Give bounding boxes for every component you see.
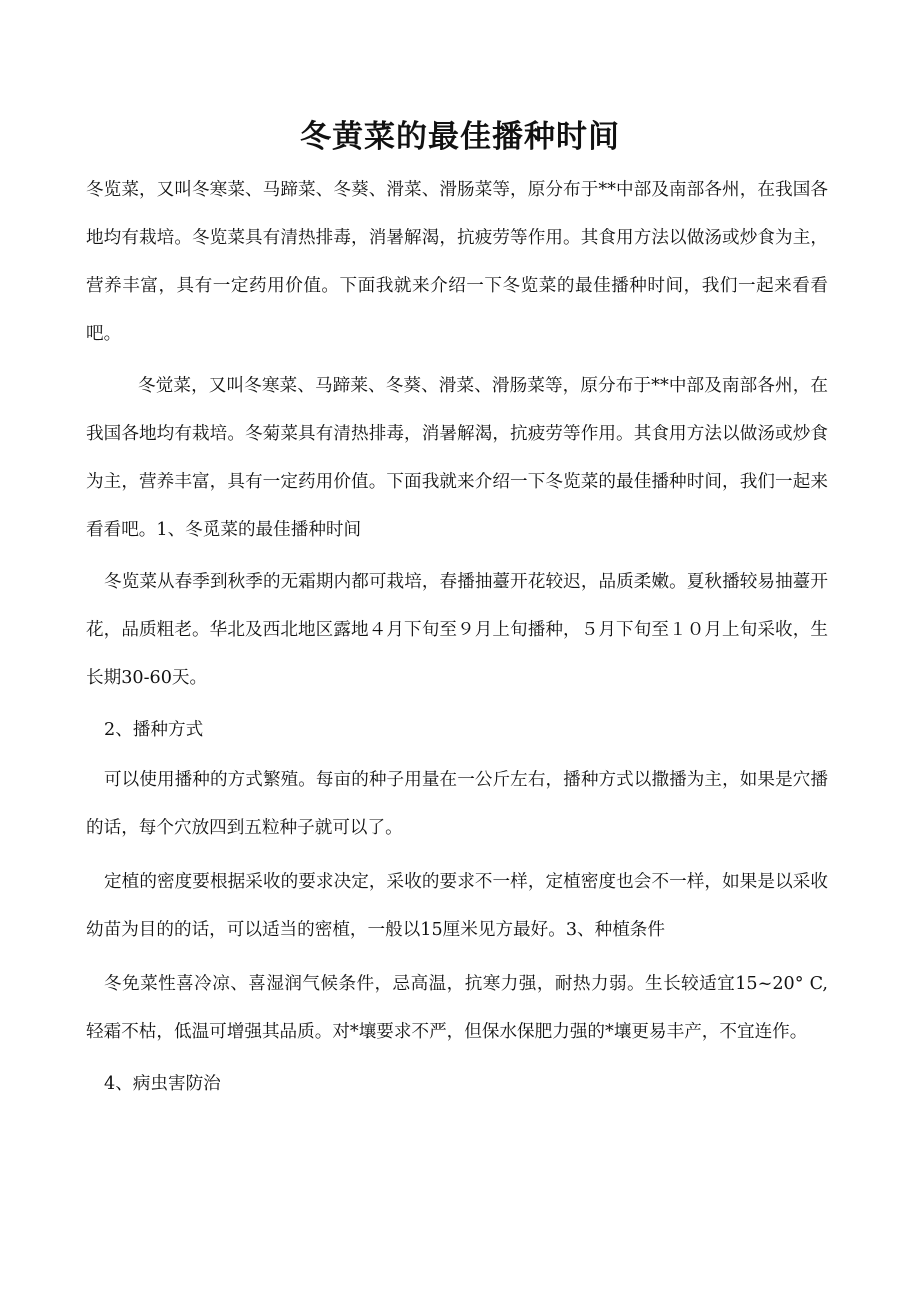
heading-sowing-method: 2、播种方式 — [104, 720, 204, 740]
paragraph-sowing-method: 可以使用播种的方式繁殖。每亩的种子用量在一公斤左右，播种方式以撒播为主，如果是穴播的话，每个穴放四到五粒种子就可以了。 — [86, 770, 828, 838]
heading-pest-control: 4、病虫害防治 — [104, 1074, 221, 1094]
document-body — [86, 166, 828, 1108]
paragraph-growing-conditions: 冬免菜性喜冷凉、喜湿润气候条件，忌高温，抗寒力强，耐热力弱。生长较适宜15~20° C,轻霜不枯，低温可增强其品质。对*壤要求不严，但保水保肥力强的*壤更易丰产，不宜连作。 — [86, 974, 828, 1042]
paragraph-intro: 冬览菜，又叫冬寒菜、马蹄菜、冬葵、滑菜、滑肠菜等，原分布于**中部及南部各州，在我国各地均有栽培。冬览菜具有清热排毒，消暑解渴，抗疲劳等作用。其食用方法以做汤或炒食为主，营养丰富，具有一定药用价值。下面我就来介绍一下冬览菜的最佳播种时间，我们一起来看看吧。 — [86, 180, 828, 344]
paragraph-sowing-time: 冬览菜从春季到秋季的无霜期内都可栽培，春播抽薹开花较迟，品质柔嫩。夏秋播较易抽薹开花，品质粗老。华北及西北地区露地４月下旬至９月上旬播种，５月下旬至１０月上旬采收，生长期30-60天。 — [86, 572, 828, 688]
document-title: 冬黄菜的最佳播种时间 — [300, 119, 620, 155]
paragraph-planting-density: 定植的密度要根据采收的要求决定，采收的要求不一样，定植密度也会不一样，如果是以采收幼苗为目的的话，可以适当的密植，一般以15厘米见方最好。3、种植条件 — [86, 872, 828, 940]
paragraph-intro-repeat: 冬觉菜，又叫冬寒菜、马蹄莱、冬葵、滑菜、滑肠菜等，原分布于**中部及南部各州，在我国各地均有栽培。冬菊菜具有清热排毒，消暑解渴，抗疲劳等作用。其食用方法以做汤或炒食为主，营养丰富，具有一定药用价值。下面我就来介绍一下冬览菜的最佳播种时间，我们一起来看看吧。1、冬觅菜的最佳播种时间 — [86, 376, 828, 540]
